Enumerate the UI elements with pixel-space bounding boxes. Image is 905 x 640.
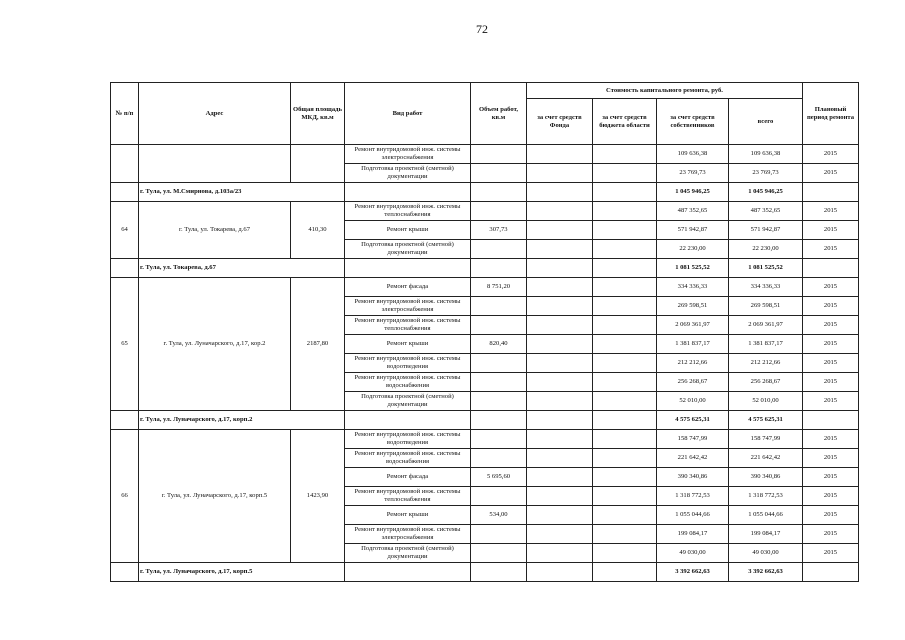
work-type-cell: Ремонт внутридомовой инж. системы теплоснабжения <box>345 487 471 506</box>
volume-cell <box>471 449 527 468</box>
cost-region-cell <box>593 278 657 297</box>
cost-fund-cell <box>527 221 593 240</box>
cost-fund-cell <box>527 202 593 221</box>
volume-cell: 5 695,60 <box>471 468 527 487</box>
cost-fund-cell <box>527 259 593 278</box>
cost-owners-cell: 109 636,38 <box>657 145 729 164</box>
period-cell: 2015 <box>803 430 859 449</box>
row-number-cell <box>111 411 139 430</box>
volume-cell <box>471 354 527 373</box>
header-cost-owners: за счет средств собственников <box>657 99 729 145</box>
work-type-cell: Подготовка проектной (сметной) документации <box>345 240 471 259</box>
cost-fund-cell <box>527 563 593 582</box>
volume-cell: 534,00 <box>471 506 527 525</box>
work-type-cell: Ремонт внутридомовой инж. системы водоснабжения <box>345 449 471 468</box>
cost-owners-cell: 390 340,86 <box>657 468 729 487</box>
work-type-cell: Ремонт внутридомовой инж. системы электроснабжения <box>345 145 471 164</box>
page-number: 72 <box>476 22 488 36</box>
period-cell: 2015 <box>803 316 859 335</box>
period-cell: 2015 <box>803 487 859 506</box>
work-type-cell: Ремонт крыши <box>345 506 471 525</box>
cost-owners-cell: 23 769,73 <box>657 164 729 183</box>
total-sum-cell: 1 045 946,25 <box>729 183 803 202</box>
address-total-row <box>111 411 859 430</box>
table-row <box>111 202 859 221</box>
row-number-cell: 65 <box>111 278 139 411</box>
period-cell: 2015 <box>803 164 859 183</box>
cost-fund-cell <box>527 392 593 411</box>
header-volume: Объем работ, кв.м <box>471 83 527 145</box>
cost-region-cell <box>593 183 657 202</box>
cost-fund-cell <box>527 240 593 259</box>
cost-total-cell: 256 268,67 <box>729 373 803 392</box>
total-sum-cell: 4 575 625,31 <box>729 411 803 430</box>
volume-cell <box>471 430 527 449</box>
header-cost-fund: за счет средств Фонда <box>527 99 593 145</box>
total-label-cell: г. Тула, ул. Луначарского, д.17, корп.2 <box>139 411 345 430</box>
cost-owners-cell: 334 336,33 <box>657 278 729 297</box>
cost-owners-cell: 199 084,17 <box>657 525 729 544</box>
row-number-cell: 64 <box>111 202 139 259</box>
cost-owners-cell: 52 010,00 <box>657 392 729 411</box>
cost-region-cell <box>593 354 657 373</box>
period-cell: 2015 <box>803 525 859 544</box>
cost-region-cell <box>593 563 657 582</box>
period-cell: 2015 <box>803 202 859 221</box>
period-cell: 2015 <box>803 221 859 240</box>
cost-region-cell <box>593 392 657 411</box>
table-row <box>111 145 859 164</box>
cost-fund-cell <box>527 506 593 525</box>
total-sum-cell: 3 392 662,63 <box>729 563 803 582</box>
work-type-cell: Ремонт внутридомовой инж. системы теплоснабжения <box>345 202 471 221</box>
period-cell: 2015 <box>803 449 859 468</box>
cost-owners-cell: 1 381 837,17 <box>657 335 729 354</box>
work-type-cell: Ремонт фасада <box>345 468 471 487</box>
work-type-cell: Ремонт внутридомовой инж. системы электроснабжения <box>345 297 471 316</box>
cost-owners-cell: 49 030,00 <box>657 544 729 563</box>
total-owners-cell: 4 575 625,31 <box>657 411 729 430</box>
cost-total-cell: 269 598,51 <box>729 297 803 316</box>
volume-cell <box>471 259 527 278</box>
cost-region-cell <box>593 373 657 392</box>
cost-total-cell: 334 336,33 <box>729 278 803 297</box>
cost-total-cell: 109 636,38 <box>729 145 803 164</box>
area-cell: 2187,80 <box>291 278 345 411</box>
work-type-cell: Ремонт фасада <box>345 278 471 297</box>
period-cell: 2015 <box>803 468 859 487</box>
address-cell: г. Тула, ул. Луначарского, д.17, кор.2 <box>139 278 291 411</box>
table-body <box>111 145 859 582</box>
work-type-cell <box>345 411 471 430</box>
cost-owners-cell: 212 212,66 <box>657 354 729 373</box>
cost-owners-cell: 487 352,65 <box>657 202 729 221</box>
cost-region-cell <box>593 164 657 183</box>
capital-repair-table <box>110 82 859 582</box>
volume-cell <box>471 145 527 164</box>
total-label-cell: г. Тула, ул. Луначарского, д.17, корп.5 <box>139 563 345 582</box>
work-type-cell: Ремонт крыши <box>345 335 471 354</box>
area-cell <box>291 145 345 183</box>
cost-total-cell: 571 942,87 <box>729 221 803 240</box>
period-cell: 2015 <box>803 335 859 354</box>
row-number-cell <box>111 145 139 183</box>
period-cell: 2015 <box>803 373 859 392</box>
cost-total-cell: 487 352,65 <box>729 202 803 221</box>
cost-fund-cell <box>527 468 593 487</box>
header-cost-total: всего <box>729 99 803 145</box>
cost-region-cell <box>593 487 657 506</box>
period-cell: 2015 <box>803 278 859 297</box>
total-owners-cell: 1 081 525,52 <box>657 259 729 278</box>
cost-fund-cell <box>527 164 593 183</box>
period-cell <box>803 563 859 582</box>
volume-cell <box>471 487 527 506</box>
volume-cell <box>471 164 527 183</box>
period-cell: 2015 <box>803 544 859 563</box>
cost-owners-cell: 1 055 044,66 <box>657 506 729 525</box>
work-type-cell <box>345 183 471 202</box>
header-num: № п/п <box>111 83 139 145</box>
cost-total-cell: 49 030,00 <box>729 544 803 563</box>
work-type-cell <box>345 563 471 582</box>
area-cell: 410,30 <box>291 202 345 259</box>
cost-owners-cell: 571 942,87 <box>657 221 729 240</box>
cost-region-cell <box>593 525 657 544</box>
header-work-type: Вид работ <box>345 83 471 145</box>
volume-cell <box>471 202 527 221</box>
address-cell: г. Тула, ул. Луначарского, д.17, корп.5 <box>139 430 291 563</box>
work-type-cell: Ремонт внутридомовой инж. системы водоснабжения <box>345 373 471 392</box>
cost-region-cell <box>593 335 657 354</box>
cost-total-cell: 23 769,73 <box>729 164 803 183</box>
cost-region-cell <box>593 449 657 468</box>
cost-total-cell: 52 010,00 <box>729 392 803 411</box>
work-type-cell <box>345 259 471 278</box>
cost-total-cell: 212 212,66 <box>729 354 803 373</box>
cost-fund-cell <box>527 544 593 563</box>
cost-fund-cell <box>527 449 593 468</box>
period-cell: 2015 <box>803 240 859 259</box>
cost-owners-cell: 158 747,99 <box>657 430 729 449</box>
row-number-cell <box>111 183 139 202</box>
work-type-cell: Ремонт крыши <box>345 221 471 240</box>
period-cell: 2015 <box>803 145 859 164</box>
cost-owners-cell: 221 642,42 <box>657 449 729 468</box>
address-total-row <box>111 563 859 582</box>
cost-fund-cell <box>527 373 593 392</box>
volume-cell: 307,73 <box>471 221 527 240</box>
period-cell <box>803 411 859 430</box>
work-type-cell: Ремонт внутридомовой инж. системы теплоснабжения <box>345 316 471 335</box>
cost-fund-cell <box>527 487 593 506</box>
cost-owners-cell: 256 268,67 <box>657 373 729 392</box>
cost-total-cell: 158 747,99 <box>729 430 803 449</box>
cost-fund-cell <box>527 316 593 335</box>
header-address: Адрес <box>139 83 291 145</box>
volume-cell: 8 751,20 <box>471 278 527 297</box>
volume-cell <box>471 240 527 259</box>
cost-fund-cell <box>527 430 593 449</box>
cost-region-cell <box>593 202 657 221</box>
cost-fund-cell <box>527 525 593 544</box>
cost-region-cell <box>593 145 657 164</box>
cost-region-cell <box>593 468 657 487</box>
work-type-cell: Подготовка проектной (сметной) документации <box>345 164 471 183</box>
cost-total-cell: 221 642,42 <box>729 449 803 468</box>
address-total-row <box>111 259 859 278</box>
volume-cell <box>471 544 527 563</box>
cost-region-cell <box>593 544 657 563</box>
cost-region-cell <box>593 316 657 335</box>
volume-cell <box>471 563 527 582</box>
row-number-cell: 66 <box>111 430 139 563</box>
cost-owners-cell: 269 598,51 <box>657 297 729 316</box>
header-cost-group: Стоимость капитального ремонта, руб. <box>527 83 803 99</box>
cost-total-cell: 1 318 772,53 <box>729 487 803 506</box>
volume-cell <box>471 297 527 316</box>
cost-owners-cell: 22 230,00 <box>657 240 729 259</box>
area-cell: 1423,90 <box>291 430 345 563</box>
cost-region-cell <box>593 221 657 240</box>
cost-total-cell: 1 055 044,66 <box>729 506 803 525</box>
total-owners-cell: 1 045 946,25 <box>657 183 729 202</box>
work-type-cell: Ремонт внутридомовой инж. системы электроснабжения <box>345 525 471 544</box>
work-type-cell: Подготовка проектной (сметной) документации <box>345 392 471 411</box>
volume-cell <box>471 411 527 430</box>
cost-region-cell <box>593 411 657 430</box>
cost-region-cell <box>593 430 657 449</box>
cost-region-cell <box>593 506 657 525</box>
cost-region-cell <box>593 259 657 278</box>
cost-owners-cell: 2 069 361,97 <box>657 316 729 335</box>
header-area: Общая площадь МКД, кв.м <box>291 83 345 145</box>
header-cost-region: за счет средств бюджета области <box>593 99 657 145</box>
work-type-cell: Подготовка проектной (сметной) документации <box>345 544 471 563</box>
total-owners-cell: 3 392 662,63 <box>657 563 729 582</box>
cost-total-cell: 390 340,86 <box>729 468 803 487</box>
period-cell: 2015 <box>803 392 859 411</box>
row-number-cell <box>111 259 139 278</box>
volume-cell <box>471 316 527 335</box>
work-type-cell: Ремонт внутридомовой инж. системы водоотведения <box>345 430 471 449</box>
header-period: Плановый период ремонта <box>803 83 859 145</box>
volume-cell <box>471 373 527 392</box>
address-cell <box>139 145 291 183</box>
cost-total-cell: 2 069 361,97 <box>729 316 803 335</box>
cost-fund-cell <box>527 354 593 373</box>
volume-cell <box>471 183 527 202</box>
cost-fund-cell <box>527 335 593 354</box>
cost-region-cell <box>593 240 657 259</box>
period-cell: 2015 <box>803 354 859 373</box>
work-type-cell: Ремонт внутридомовой инж. системы водоотведения <box>345 354 471 373</box>
cost-total-cell: 1 381 837,17 <box>729 335 803 354</box>
cost-region-cell <box>593 297 657 316</box>
total-label-cell: г. Тула, ул. М.Смирнова, д.103а/23 <box>139 183 345 202</box>
period-cell <box>803 183 859 202</box>
period-cell <box>803 259 859 278</box>
cost-fund-cell <box>527 278 593 297</box>
total-label-cell: г. Тула, ул. Токарева, д.67 <box>139 259 345 278</box>
cost-fund-cell <box>527 411 593 430</box>
address-total-row <box>111 183 859 202</box>
total-sum-cell: 1 081 525,52 <box>729 259 803 278</box>
volume-cell <box>471 525 527 544</box>
table-row <box>111 278 859 297</box>
row-number-cell <box>111 563 139 582</box>
cost-fund-cell <box>527 145 593 164</box>
cost-total-cell: 22 230,00 <box>729 240 803 259</box>
cost-total-cell: 199 084,17 <box>729 525 803 544</box>
period-cell: 2015 <box>803 297 859 316</box>
period-cell: 2015 <box>803 506 859 525</box>
volume-cell <box>471 392 527 411</box>
volume-cell: 820,40 <box>471 335 527 354</box>
cost-fund-cell <box>527 183 593 202</box>
address-cell: г. Тула, ул. Токарева, д.67 <box>139 202 291 259</box>
table-row <box>111 430 859 449</box>
cost-fund-cell <box>527 297 593 316</box>
cost-owners-cell: 1 318 772,53 <box>657 487 729 506</box>
